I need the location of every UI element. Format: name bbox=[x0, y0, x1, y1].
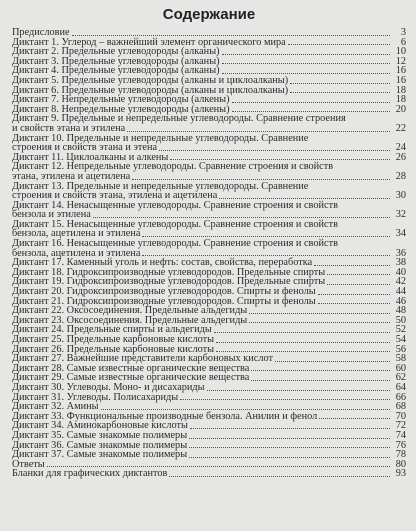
toc-page-number: 58 bbox=[395, 353, 406, 365]
toc-entry-title-line: Диктант 9. Предельные и непредельные углеводороды. Сравнение строения bbox=[12, 113, 346, 125]
toc-entry-title: Диктант 1. Углерод – важнейший элемент органического мира bbox=[12, 36, 286, 48]
toc-entry[interactable] bbox=[12, 239, 406, 258]
toc-page-number: 74 bbox=[395, 429, 406, 441]
toc-entry-title-line: бензола, ацетилена и этилена bbox=[12, 228, 141, 240]
toc-entry-title: Предисловие bbox=[12, 27, 70, 38]
toc-entry-title: Ответы bbox=[12, 458, 45, 470]
toc-page-number: 20 bbox=[395, 103, 406, 115]
leader-dots bbox=[127, 131, 390, 132]
toc-page-number: 38 bbox=[395, 257, 406, 269]
leader-dots bbox=[290, 92, 390, 93]
toc-entry-title: Диктант 6. Предельные углеводороды (алканы и циклоалканы) bbox=[12, 84, 289, 96]
toc-page-number: 48 bbox=[395, 305, 406, 317]
toc-entry-title: Диктант 2. Предельные углеводороды (алканы) bbox=[12, 46, 220, 58]
toc-entry-title-line: Диктант 14. Ненасыщенные углеводороды. Сравнение строения и свойств bbox=[12, 199, 338, 211]
toc-page-number: 60 bbox=[395, 362, 406, 374]
toc-entry-title: Диктант 3. Предельные углеводороды (алканы) bbox=[12, 55, 220, 67]
toc-page-number: 28 bbox=[395, 170, 406, 182]
leader-dots bbox=[214, 332, 390, 333]
leader-dots bbox=[222, 63, 390, 64]
toc-page-number: 42 bbox=[395, 276, 406, 288]
toc-entry-title: Диктант 27. Важнейшие представители карбоновых кислот bbox=[12, 353, 273, 365]
toc-page-number: 70 bbox=[395, 410, 406, 422]
toc-page-number: 16 bbox=[395, 74, 406, 86]
toc-entry-title: Диктант 5. Предельные углеводороды (алканы и циклоалканы) bbox=[12, 74, 289, 86]
toc-entry[interactable] bbox=[12, 182, 406, 201]
toc-page-number: 66 bbox=[395, 391, 406, 403]
toc-page-number: 22 bbox=[395, 122, 406, 134]
toc-page-number: 10 bbox=[395, 46, 406, 58]
leader-dots bbox=[169, 476, 390, 477]
leader-dots bbox=[159, 150, 390, 151]
toc-entry-title: Диктант 11. Циклоалканы и алкены bbox=[12, 151, 169, 163]
leader-dots bbox=[222, 73, 390, 74]
toc-page-number: 80 bbox=[395, 458, 406, 470]
leader-dots bbox=[207, 390, 390, 391]
toc-entry[interactable] bbox=[12, 469, 406, 479]
toc-entry-title: Диктант 35. Самые знакомые полимеры bbox=[12, 429, 188, 441]
toc-page-number: 54 bbox=[395, 334, 406, 345]
toc-entry-title: Диктант 21. Гидроксипроизводные углеводородов. Спирты и фенолы bbox=[12, 295, 316, 307]
toc-page-number: 18 bbox=[395, 84, 406, 96]
toc-entry-title-line: бензола и этилена bbox=[12, 209, 91, 221]
toc-entry-title-line: этана, этилена и ацетилена bbox=[12, 170, 131, 182]
leader-dots bbox=[232, 111, 390, 112]
leader-dots bbox=[170, 159, 390, 160]
toc-page-number: 30 bbox=[395, 190, 406, 202]
toc-page-number: 93 bbox=[395, 468, 406, 480]
toc-page-number: 6 bbox=[400, 36, 406, 48]
toc-page-number: 76 bbox=[395, 439, 406, 451]
leader-dots bbox=[275, 361, 390, 362]
toc-entry-title: Бланки для графических диктантов bbox=[12, 468, 168, 480]
toc-entry[interactable] bbox=[12, 201, 406, 220]
toc-page-number: 46 bbox=[395, 295, 406, 307]
toc-entry-title: Диктант 32. Амины bbox=[12, 401, 99, 413]
toc-page-number: 56 bbox=[395, 343, 406, 355]
toc-page-number: 64 bbox=[395, 381, 406, 393]
toc-page-number: 16 bbox=[395, 65, 406, 77]
toc-page-number: 32 bbox=[395, 209, 406, 221]
toc-entry-title: Диктант 22. Оксосоединения. Предельные альдегиды bbox=[12, 305, 248, 317]
leader-dots bbox=[232, 102, 390, 103]
toc-page-number: 34 bbox=[395, 228, 406, 240]
toc-entry-title-line: строения и свойств этана, этилена и ацетилена bbox=[12, 190, 218, 202]
toc-entry-title: Диктант 23. Оксосоединения. Предельные альдегиды bbox=[12, 314, 248, 326]
leader-dots bbox=[189, 457, 390, 458]
toc-page-number: 44 bbox=[395, 286, 406, 298]
toc-entry-title-line: бензола, ацетилена и этилена bbox=[12, 247, 141, 259]
leader-dots bbox=[288, 44, 390, 45]
toc-entry-title: Диктант 18. Гидроксипроизводные углеводородов. Предельные спирты bbox=[12, 266, 326, 278]
leader-dots bbox=[251, 380, 390, 381]
toc-page-number: 50 bbox=[395, 314, 406, 326]
toc-entry-title: Диктант 4. Предельные углеводороды (алканы) bbox=[12, 65, 220, 77]
leader-dots bbox=[318, 294, 390, 295]
toc-entry[interactable] bbox=[12, 114, 406, 133]
toc-entry-title-line: Диктант 10. Предельные и непредельные углеводороды. Сравнение bbox=[12, 132, 309, 144]
leader-dots bbox=[180, 399, 390, 400]
toc-page-number: 72 bbox=[395, 420, 406, 432]
toc-page-number: 12 bbox=[395, 55, 406, 67]
toc-entry-title: Диктант 30. Углеводы. Моно- и дисахариды bbox=[12, 381, 205, 393]
table-of-contents bbox=[12, 28, 406, 479]
leader-dots bbox=[190, 428, 390, 429]
leader-dots bbox=[251, 370, 390, 371]
toc-entry-title: Диктант 7. Непредельные углеводороды (алкены) bbox=[12, 94, 230, 106]
toc-entry-title: Диктант 19. Гидроксипроизводные углеводородов. Предельные спирты bbox=[12, 276, 326, 288]
toc-entry-title: Диктант 29. Самые известные органические вещества bbox=[12, 372, 250, 384]
toc-entry-title: Диктант 34. Аминокарбоновые кислоты bbox=[12, 420, 188, 432]
toc-page-number: 26 bbox=[395, 151, 406, 163]
leader-dots bbox=[290, 83, 390, 84]
leader-dots bbox=[327, 284, 390, 285]
toc-page-number: 68 bbox=[395, 401, 406, 413]
toc-entry-title: Диктант 25. Предельные карбоновые кислоты bbox=[12, 334, 215, 345]
leader-dots bbox=[132, 179, 390, 180]
leader-dots bbox=[249, 313, 390, 314]
toc-entry-title-line: Диктант 12. Непредельные углеводороды. Сравнение строения и свойств bbox=[12, 161, 334, 173]
leader-dots bbox=[189, 438, 390, 439]
toc-entry-title: Диктант 20. Гидроксипроизводные углеводородов. Спирты и фенолы bbox=[12, 286, 316, 298]
leader-dots bbox=[216, 342, 390, 343]
toc-entry[interactable] bbox=[12, 220, 406, 239]
toc-entry[interactable] bbox=[12, 134, 406, 153]
toc-entry-title: Диктант 24. Предельные спирты и альдегиды bbox=[12, 324, 212, 336]
toc-page-number: 52 bbox=[395, 324, 406, 336]
toc-entry-title-line: и свойств этана и этилена bbox=[12, 122, 126, 134]
toc-entry-title: Диктант 26. Предельные карбоновые кислоты bbox=[12, 343, 215, 355]
toc-entry-title: Диктант 8. Непредельные углеводороды (алкены) bbox=[12, 103, 230, 115]
leader-dots bbox=[47, 466, 390, 467]
toc-entry-title: Диктант 17. Каменный уголь и нефть: состав, свойства, переработка bbox=[12, 257, 313, 269]
leader-dots bbox=[318, 303, 390, 304]
toc-page-number: 24 bbox=[395, 142, 406, 154]
leader-dots bbox=[93, 217, 390, 218]
toc-entry-title: Диктант 31. Углеводы. Полисахариды bbox=[12, 391, 179, 403]
toc-entry-title-line: Диктант 15. Ненасыщенные углеводороды. Сравнение строения и свойств bbox=[12, 218, 338, 230]
leader-dots bbox=[142, 236, 390, 237]
toc-page-number: 3 bbox=[400, 27, 406, 38]
toc-entry-title: Диктант 37. Самые знакомые полимеры bbox=[12, 449, 188, 461]
toc-entry-title-line: Диктант 13. Предельные и непредельные углеводороды. Сравнение bbox=[12, 180, 309, 192]
leader-dots bbox=[314, 265, 390, 266]
leader-dots bbox=[219, 198, 390, 199]
leader-dots bbox=[189, 447, 390, 448]
leader-dots bbox=[142, 255, 390, 256]
toc-page-number: 78 bbox=[395, 449, 406, 461]
toc-entry[interactable] bbox=[12, 162, 406, 181]
leader-dots bbox=[216, 351, 390, 352]
leader-dots bbox=[319, 418, 390, 419]
toc-page-number: 40 bbox=[395, 266, 406, 278]
toc-page-number: 18 bbox=[395, 94, 406, 106]
toc-page-number: 62 bbox=[395, 372, 406, 384]
leader-dots bbox=[249, 322, 390, 323]
leader-dots bbox=[327, 274, 390, 275]
toc-entry-title-line: строения и свойств этана и этена bbox=[12, 142, 158, 154]
toc-entry-title: Диктант 33. Функциональные производные бензола. Анилин и фенол bbox=[12, 410, 318, 422]
toc-entry[interactable] bbox=[12, 450, 406, 460]
toc-entry-title: Диктант 28. Самые известные органические вещества bbox=[12, 362, 250, 374]
toc-entry-title: Диктант 36. Самые знакомые полимеры bbox=[12, 439, 188, 451]
leader-dots bbox=[72, 35, 390, 36]
leader-dots bbox=[101, 409, 390, 410]
toc-entry-title-line: Диктант 16. Ненасыщенные углеводороды. Сравнение строения и свойств bbox=[12, 238, 338, 250]
toc-page-number: 36 bbox=[395, 247, 406, 259]
page-title: Содержание bbox=[162, 6, 256, 23]
leader-dots bbox=[222, 54, 390, 55]
